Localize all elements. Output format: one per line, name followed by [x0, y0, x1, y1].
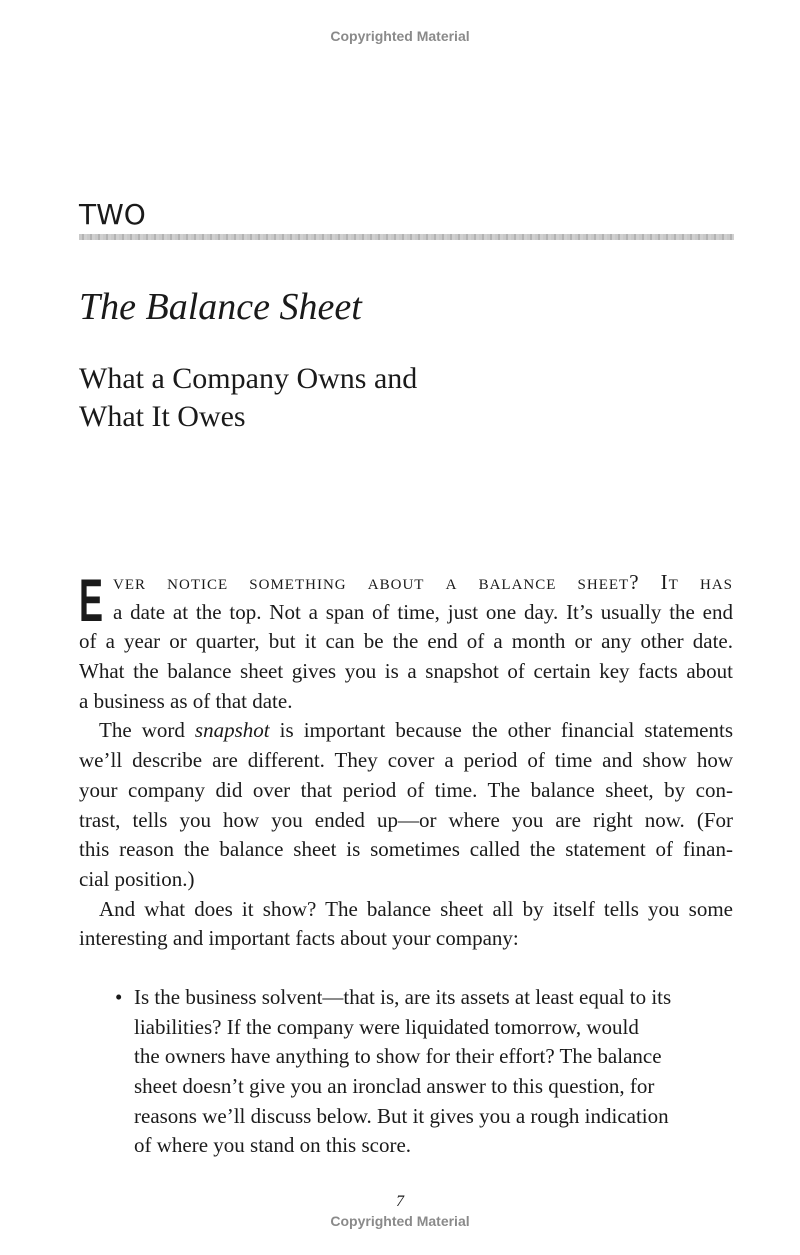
- text-fragment: is important because the other financial statements: [269, 718, 733, 743]
- text-fragment: The word: [99, 718, 195, 743]
- text-line: a business as of that date.: [79, 688, 293, 713]
- body-text: [79, 568, 733, 954]
- opening-line: ver notice something about a balance sheet? It has: [113, 570, 733, 594]
- text-line: this reason the balance sheet is sometimes called the statement of finan-: [79, 837, 733, 862]
- bullet-item: [79, 983, 733, 1161]
- page-number: 7: [396, 1193, 404, 1210]
- bullet-icon: •: [115, 985, 123, 1009]
- text-line: of where you stand on this score.: [134, 1133, 412, 1158]
- text-line: your company did over that period of time. The balance sheet, by con-: [79, 777, 733, 802]
- chapter-rule: [79, 234, 734, 240]
- text-line: a date at the top. Not a span of time, just one day. It’s usually the end: [113, 599, 733, 624]
- text-line: trast, tells you how you ended up—or where you are right now. (For: [79, 807, 733, 832]
- text-line: What the balance sheet gives you is a snapshot of certain key facts about: [79, 659, 733, 684]
- text-line: Is the business solvent—that is, are its assets at least equal to its: [134, 985, 672, 1009]
- subtitle-line: What It Owes: [79, 400, 246, 433]
- chapter-subtitle: [79, 360, 417, 436]
- text-line: we’ll describe are different. They cover a period of time and show how: [79, 748, 733, 773]
- chapter-number: TWO: [79, 198, 146, 231]
- text-line: interesting and important facts about your company:: [79, 926, 519, 951]
- watermark-bottom: Copyrighted Material: [330, 1213, 470, 1229]
- text-line: of a year or quarter, but it can be the end of a month or any other date.: [79, 629, 733, 654]
- watermark-top: Copyrighted Material: [330, 28, 470, 44]
- chapter-title: The Balance Sheet: [79, 286, 362, 328]
- text-line: [79, 716, 733, 746]
- text-line: cial position.): [79, 866, 195, 891]
- drop-cap: E: [79, 567, 104, 634]
- text-line: reasons we’ll discuss below. But it gives you a rough indication: [134, 1103, 669, 1128]
- text-line: sheet doesn’t give you an ironclad answer to this question, for: [134, 1074, 655, 1099]
- text-line: liabilities? If the company were liquidated tomorrow, would: [134, 1014, 639, 1039]
- text-line: And what does it show? The balance sheet all by itself tells you some: [99, 896, 733, 921]
- emphasis: snapshot: [194, 718, 270, 743]
- subtitle-line: What a Company Owns and: [79, 362, 418, 395]
- text-line: the owners have anything to show for their effort? The balance: [134, 1044, 662, 1069]
